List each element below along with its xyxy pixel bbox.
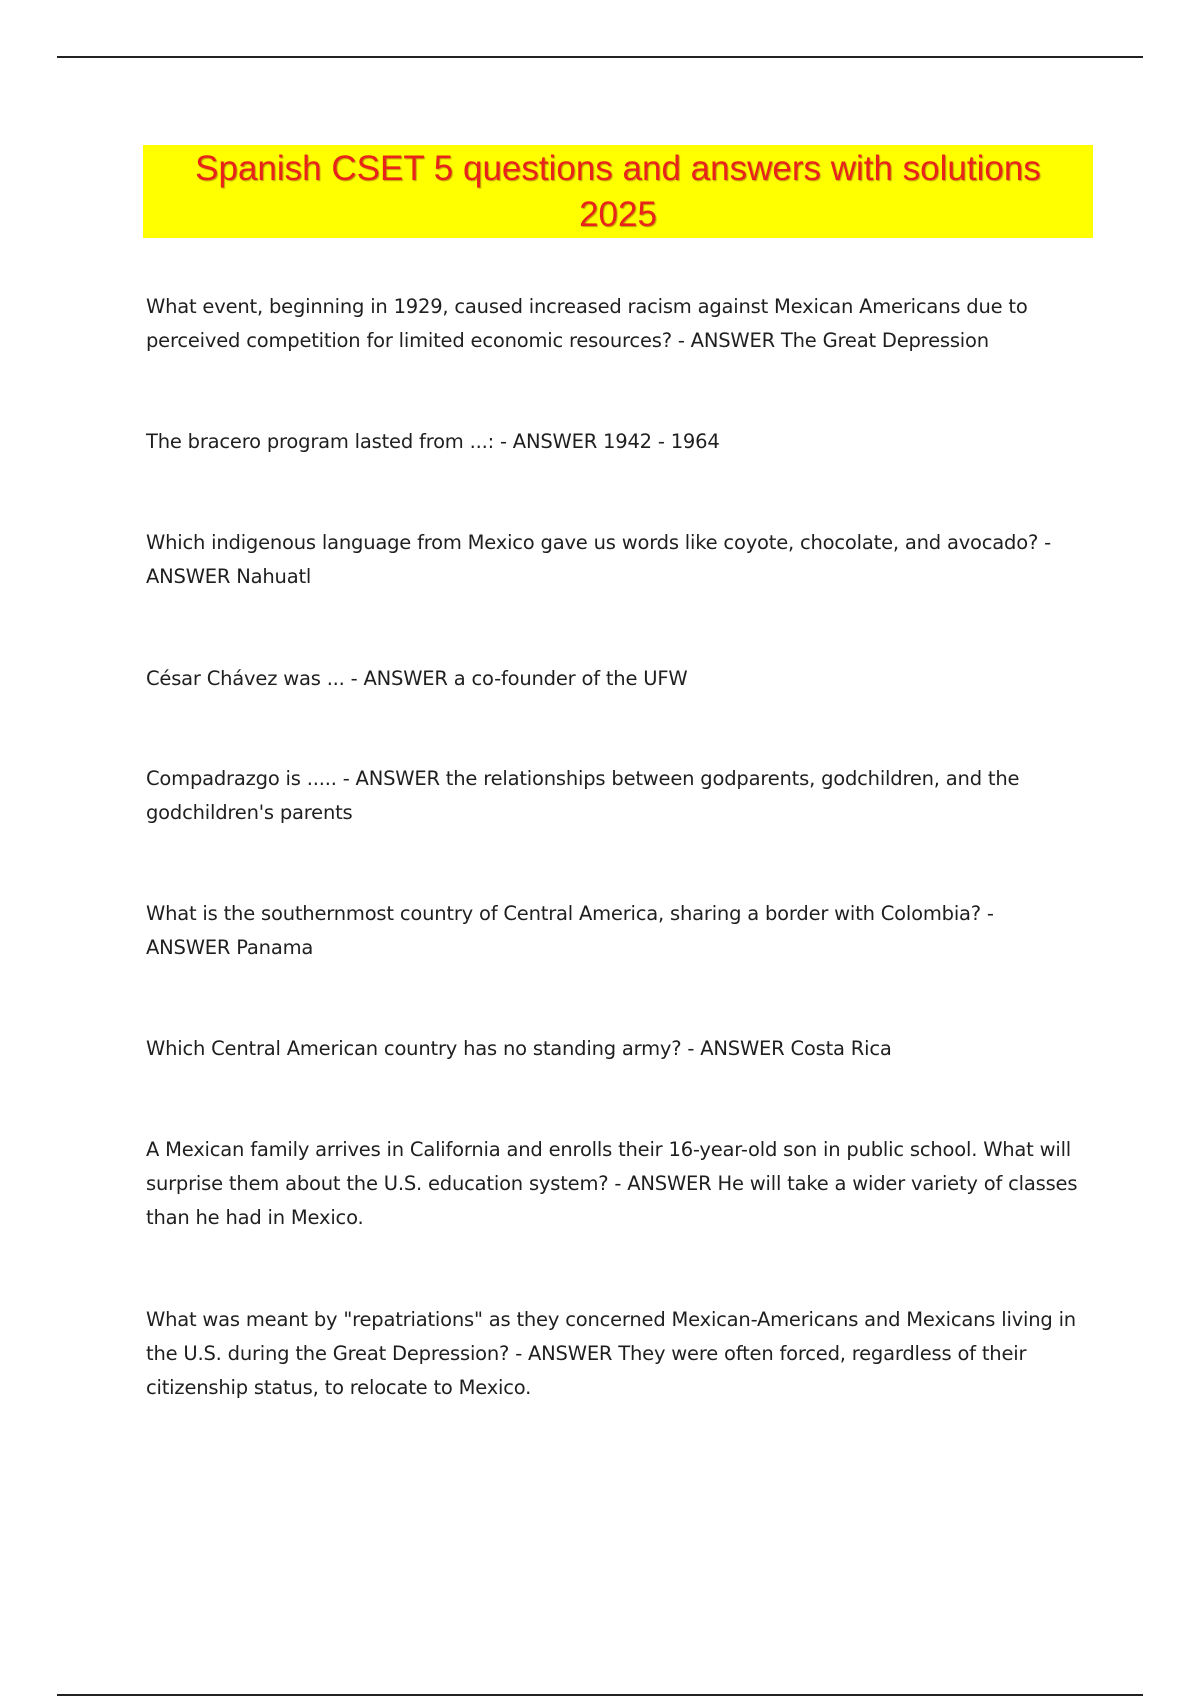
qa-item-9: What was meant by "repatriations" as they concerned Mexican-Americans and Mexicans living in the U.S. during the Great Depression? - ANSWER They were often forced, regardless of their citizenship status, to relocate to Mexico. <box>146 1308 1076 1399</box>
top-rule <box>57 56 1143 58</box>
qa-item-5: Compadrazgo is ..... - ANSWER the relationships between godparents, godchildren, and the godchildren's parents <box>146 767 1020 824</box>
qa-item-1: What event, beginning in 1929, caused increased racism against Mexican Americans due to perceived competition for limited economic resources? - ANSWER The Great Depression <box>146 295 1028 352</box>
qa-item-6: What is the southernmost country of Central America, sharing a border with Colombia? - ANSWER Panama <box>146 902 994 959</box>
qa-item-2: The bracero program lasted from ...: - ANSWER 1942 - 1964 <box>146 430 720 453</box>
qa-item-7: Which Central American country has no standing army? - ANSWER Costa Rica <box>146 1037 892 1060</box>
qa-item-4: César Chávez was ... - ANSWER a co-founder of the UFW <box>146 667 688 690</box>
qa-item-3: Which indigenous language from Mexico gave us words like coyote, chocolate, and avocado? - ANSWER Nahuatl <box>146 531 1051 588</box>
title-banner <box>143 145 1093 238</box>
qa-item-8: A Mexican family arrives in California and enrolls their 16-year-old son in public school. What will surprise them about the U.S. education system? - ANSWER He will take a wider variety of classes than he had in Mexico. <box>146 1138 1078 1229</box>
document-title: Spanish CSET 5 questions and answers with solutions 2025 <box>195 148 1041 234</box>
bottom-rule <box>57 1694 1143 1696</box>
